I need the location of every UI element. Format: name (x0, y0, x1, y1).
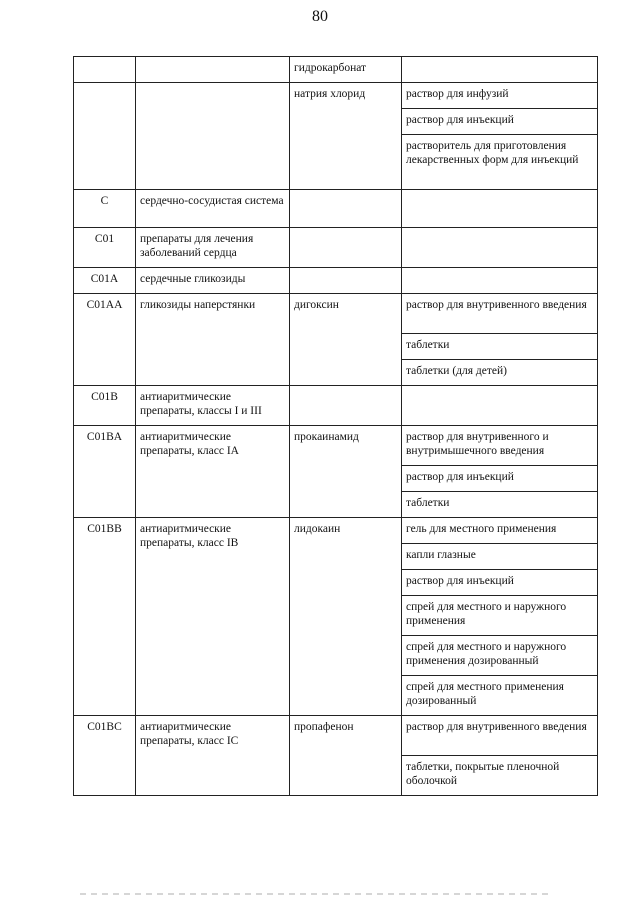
anatomical-group-cell (136, 83, 290, 190)
drug-name-cell: лидокаин (290, 518, 402, 716)
table-row (74, 294, 598, 334)
table-row (74, 228, 598, 268)
drug-name-cell: гидрокарбонат (290, 57, 402, 83)
table-row (74, 57, 598, 83)
drug-name-cell: натрия хлорид (290, 83, 402, 190)
dosage-form-cell: раствор для внутривенного введения (402, 716, 598, 756)
dosage-form-cell: спрей для местного применения дозированный (402, 676, 598, 716)
table-row (74, 518, 598, 544)
atc-code-cell: C01BB (74, 518, 136, 716)
scan-artifact-line (80, 893, 550, 895)
atc-code-cell: C01A (74, 268, 136, 294)
anatomical-group-cell (136, 57, 290, 83)
dosage-form-cell: гель для местного применения (402, 518, 598, 544)
atc-code-cell: C01AA (74, 294, 136, 386)
dosage-form-cell: капли глазные (402, 544, 598, 570)
anatomical-group-cell: антиаритмические препараты, классы I и III (136, 386, 290, 426)
anatomical-group-cell: гликозиды наперстянки (136, 294, 290, 386)
table-row (74, 386, 598, 426)
drug-name-cell (290, 190, 402, 228)
table-row (74, 426, 598, 466)
dosage-form-cell: растворитель для приготовления лекарственных форм для инъекций (402, 135, 598, 190)
dosage-form-cell: раствор для внутривенного введения (402, 294, 598, 334)
atc-code-cell: C01B (74, 386, 136, 426)
dosage-form-cell (402, 57, 598, 83)
atc-code-cell: C01BA (74, 426, 136, 518)
dosage-form-cell (402, 190, 598, 228)
drug-name-cell (290, 228, 402, 268)
table-row (74, 190, 598, 228)
drug-classification-table (73, 56, 598, 796)
anatomical-group-cell: препараты для лечения заболеваний сердца (136, 228, 290, 268)
dosage-form-cell: раствор для инфузий (402, 83, 598, 109)
dosage-form-cell: таблетки (402, 334, 598, 360)
drug-name-cell (290, 268, 402, 294)
anatomical-group-cell: антиаритмические препараты, класс IB (136, 518, 290, 716)
table-row (74, 716, 598, 756)
drug-name-cell: прокаинамид (290, 426, 402, 518)
atc-code-cell: C01BC (74, 716, 136, 796)
dosage-form-cell: раствор для инъекций (402, 570, 598, 596)
drug-name-cell: дигоксин (290, 294, 402, 386)
anatomical-group-cell: сердечные гликозиды (136, 268, 290, 294)
dosage-form-cell (402, 268, 598, 294)
atc-code-cell (74, 57, 136, 83)
anatomical-group-cell: антиаритмические препараты, класс IA (136, 426, 290, 518)
atc-code-cell (74, 83, 136, 190)
dosage-form-cell: раствор для инъекций (402, 466, 598, 492)
atc-code-cell: C01 (74, 228, 136, 268)
anatomical-group-cell: сердечно-сосудистая система (136, 190, 290, 228)
dosage-form-cell: спрей для местного и наружного применения (402, 596, 598, 636)
dosage-form-cell: раствор для инъекций (402, 109, 598, 135)
table-row (74, 83, 598, 109)
dosage-form-cell (402, 386, 598, 426)
atc-code-cell: C (74, 190, 136, 228)
dosage-form-cell (402, 228, 598, 268)
dosage-form-cell: таблетки, покрытые пленочной оболочкой (402, 756, 598, 796)
dosage-form-cell: таблетки (для детей) (402, 360, 598, 386)
dosage-form-cell: спрей для местного и наружного применения дозированный (402, 636, 598, 676)
dosage-form-cell: таблетки (402, 492, 598, 518)
table-row (74, 268, 598, 294)
anatomical-group-cell: антиаритмические препараты, класс IC (136, 716, 290, 796)
drug-name-cell (290, 386, 402, 426)
dosage-form-cell: раствор для внутривенного и внутримышечного введения (402, 426, 598, 466)
drug-name-cell: пропафенон (290, 716, 402, 796)
page-number: 80 (312, 8, 328, 25)
